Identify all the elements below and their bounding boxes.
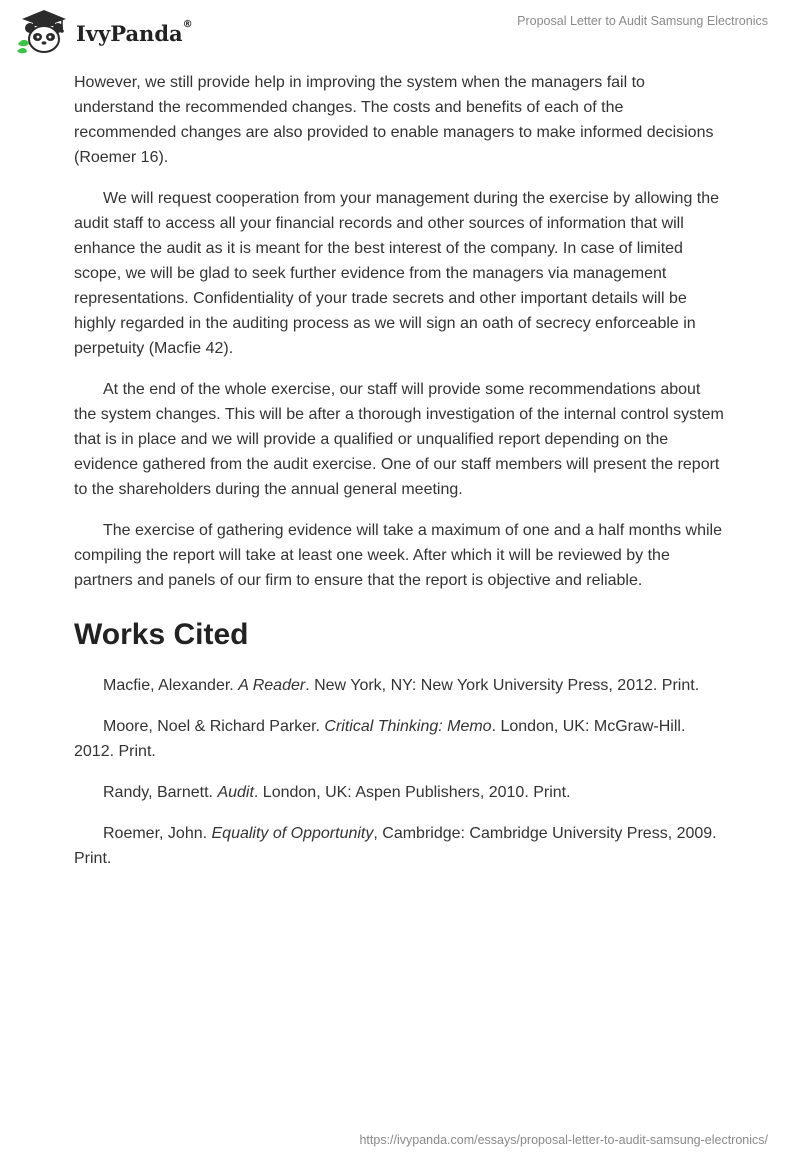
citation-author: Moore, Noel & Richard Parker. [103, 718, 325, 735]
body-paragraph: We will request cooperation from your management during the exercise by allowing the audit staff to access all your financial records and other sources of information that will enhance the audit as it is meant for the best interest of the company. In case of limited scope, we will be glad to seek further evidence from the managers via management representations. Confidentiality of your trade secrets and other important details will be highly regarded in the auditing process as we will sign an oath of secrecy enforceable in perpetuity (Macfie 42). [74, 190, 720, 357]
registered-mark: ® [182, 18, 193, 30]
citation-title: A Reader [238, 677, 306, 694]
logo-wordmark: IvyPanda® [76, 18, 193, 46]
essay-content [74, 70, 726, 887]
citation-author: Randy, Barnett. [103, 784, 218, 801]
citation-entry [74, 714, 726, 764]
citation-author: Macfie, Alexander. [103, 677, 239, 694]
ivypanda-logo[interactable] [14, 8, 204, 56]
body-paragraph: At the end of the whole exercise, our staff will provide some recommendations about the system changes. This will be after a thorough investigation of the internal control system that is in place and we will provide a qualified or unqualified report depending on the evidence gathered from the audit exercise. One of our staff members will present the report to the shareholders during the annual general meeting. [74, 381, 724, 498]
citation-title: Audit [217, 784, 254, 801]
citation-entry [74, 673, 726, 698]
works-cited-heading: Works Cited [74, 618, 249, 651]
document-title: Proposal Letter to Audit Samsung Electronics [517, 14, 768, 28]
citation-entry [74, 821, 726, 871]
panda-graduate-icon [14, 8, 74, 56]
citation-entry [74, 780, 726, 805]
citation-details: . London, UK: McGraw-Hill. 2012. Print. [74, 718, 686, 760]
source-url-link[interactable]: https://ivypanda.com/essays/proposal-letter-to-audit-samsung-electronics/ [359, 1133, 768, 1147]
body-paragraph: However, we still provide help in improving the system when the managers fail to understand the recommended changes. The costs and benefits of each of the recommended changes are also provided to enable managers to make informed decisions (Roemer 16). [74, 74, 714, 166]
citation-author: Roemer, John. [103, 825, 212, 842]
citation-details: . London, UK: Aspen Publishers, 2010. Print. [253, 784, 571, 801]
citation-details: , Cambridge: Cambridge University Press, 2009. Print. [74, 825, 717, 867]
body-paragraph: The exercise of gathering evidence will take a maximum of one and a half months while compiling the report will take at least one week. After which it will be reviewed by the partners and panels of our firm to ensure that the report is objective and reliable. [74, 522, 722, 589]
citation-title: Equality of Opportunity [211, 825, 374, 842]
citation-details: . New York, NY: New York University Press, 2012. Print. [305, 677, 700, 694]
page-header [0, 0, 800, 70]
citation-title: Critical Thinking: Memo [324, 718, 492, 735]
